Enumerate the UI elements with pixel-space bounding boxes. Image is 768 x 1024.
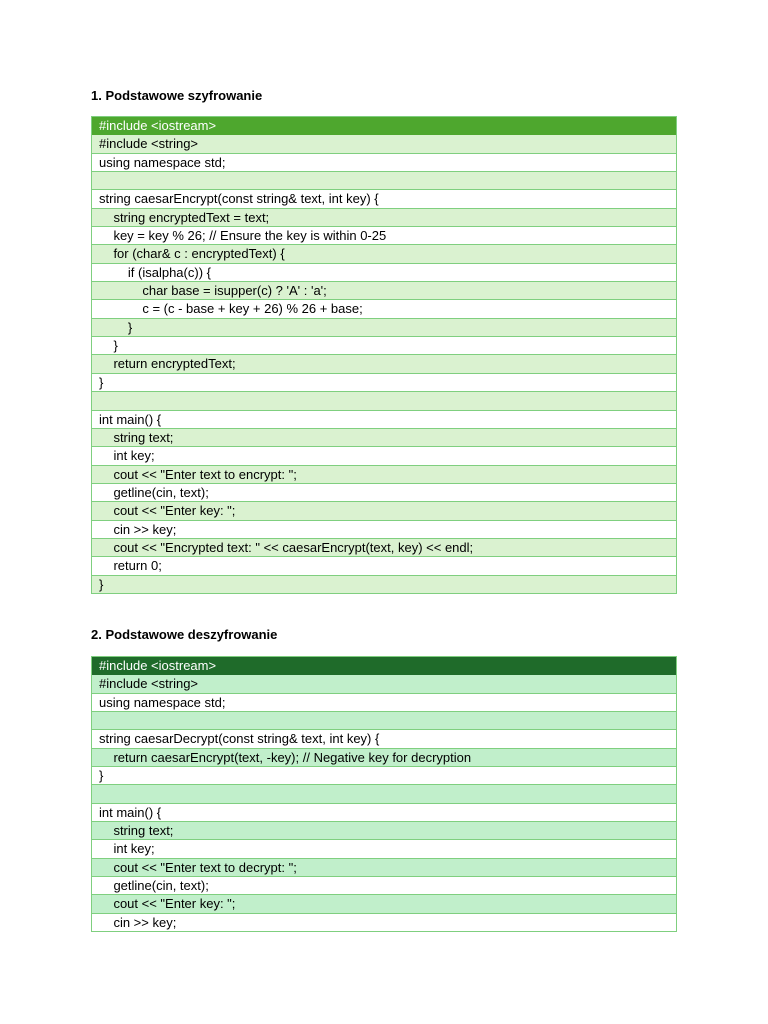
code-line: cin >> key; — [92, 914, 676, 932]
code-line — [92, 712, 676, 730]
code-line: if (isalpha(c)) { — [92, 264, 676, 282]
code-line: getline(cin, text); — [92, 877, 676, 895]
code-line: cout << "Enter text to decrypt: "; — [92, 859, 676, 877]
code-line: } — [92, 374, 676, 392]
code-line: string encryptedText = text; — [92, 209, 676, 227]
code-line — [92, 392, 676, 410]
code-line: string caesarDecrypt(const string& text, int key) { — [92, 730, 676, 748]
code-line: return encryptedText; — [92, 355, 676, 373]
code-line: key = key % 26; // Ensure the key is within 0-25 — [92, 227, 676, 245]
code-line: } — [92, 576, 676, 594]
code-line: #include <string> — [92, 135, 676, 153]
section-heading-encryption: 1. Podstawowe szyfrowanie — [91, 88, 263, 103]
code-line: getline(cin, text); — [92, 484, 676, 502]
code-line: cin >> key; — [92, 521, 676, 539]
code-line: int key; — [92, 447, 676, 465]
code-line: int main() { — [92, 804, 676, 822]
code-table-decryption — [91, 656, 677, 932]
code-line: #include <iostream> — [92, 117, 676, 135]
code-line: cout << "Enter key: "; — [92, 895, 676, 913]
code-line — [92, 785, 676, 803]
code-line: int key; — [92, 840, 676, 858]
section-heading-decryption: 2. Podstawowe deszyfrowanie — [91, 627, 278, 642]
code-line: int main() { — [92, 411, 676, 429]
code-line: return 0; — [92, 557, 676, 575]
code-line: using namespace std; — [92, 694, 676, 712]
code-line: for (char& c : encryptedText) { — [92, 245, 676, 263]
code-table-encryption — [91, 116, 677, 594]
code-line: using namespace std; — [92, 154, 676, 172]
code-line: return caesarEncrypt(text, -key); // Negative key for decryption — [92, 749, 676, 767]
code-line: } — [92, 337, 676, 355]
code-line: string text; — [92, 429, 676, 447]
code-line — [92, 172, 676, 190]
code-line: } — [92, 767, 676, 785]
code-line: cout << "Encrypted text: " << caesarEncrypt(text, key) << endl; — [92, 539, 676, 557]
code-line: string text; — [92, 822, 676, 840]
code-line: #include <string> — [92, 675, 676, 693]
code-line: cout << "Enter text to encrypt: "; — [92, 466, 676, 484]
code-line: cout << "Enter key: "; — [92, 502, 676, 520]
code-line: string caesarEncrypt(const string& text, int key) { — [92, 190, 676, 208]
code-line: } — [92, 319, 676, 337]
code-line: char base = isupper(c) ? 'A' : 'a'; — [92, 282, 676, 300]
code-line: #include <iostream> — [92, 657, 676, 675]
code-line: c = (c - base + key + 26) % 26 + base; — [92, 300, 676, 318]
